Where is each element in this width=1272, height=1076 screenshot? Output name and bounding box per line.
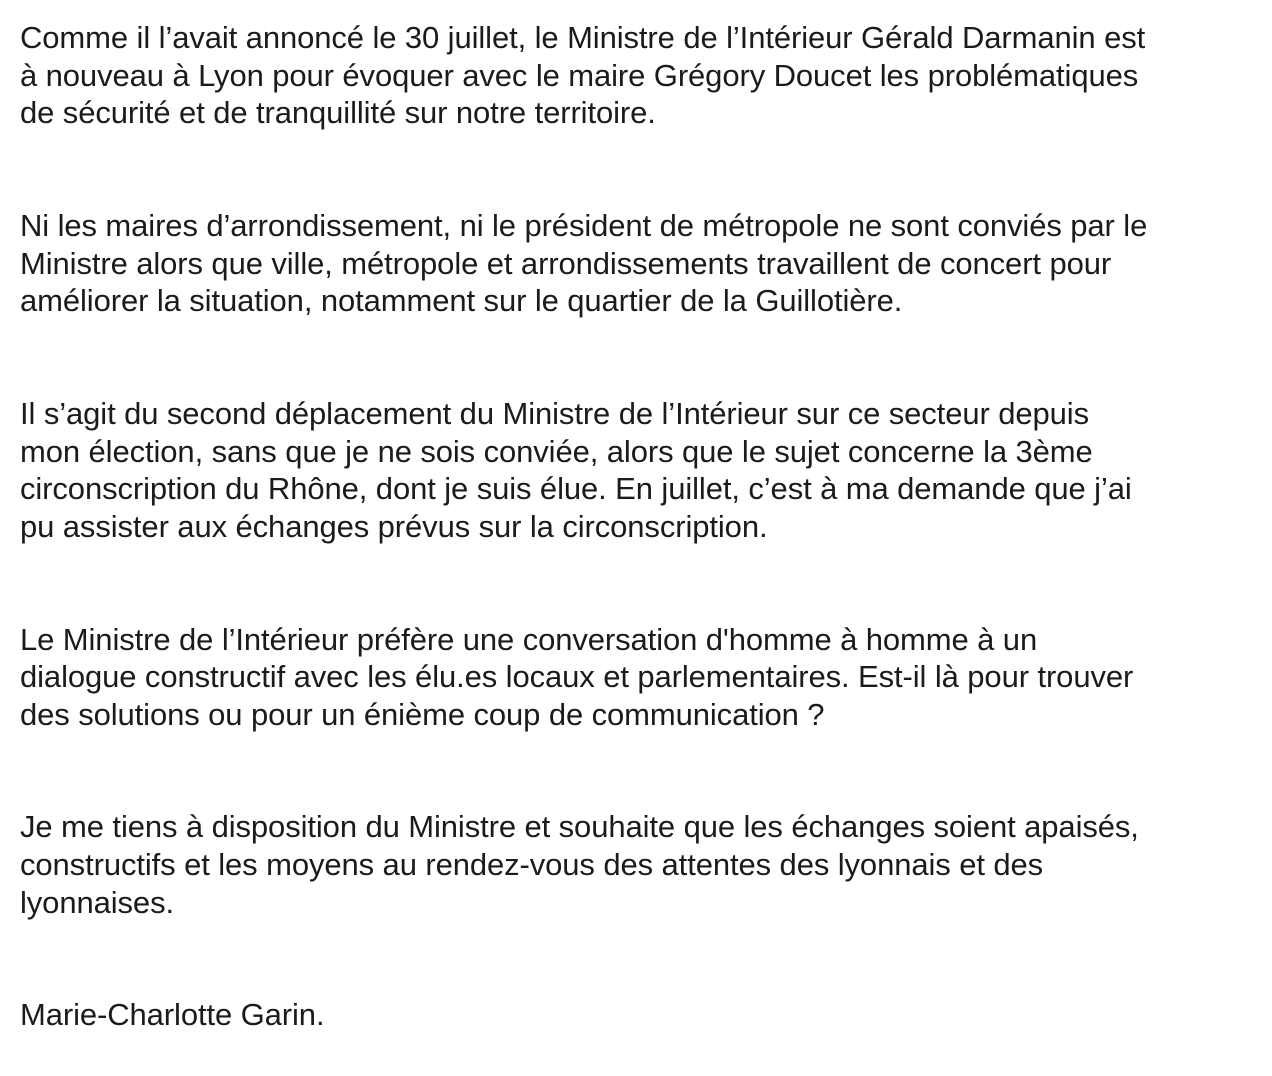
paragraph-availability: Je me tiens à disposition du Ministre et souhaite que les échanges soient apaisés, constructifs et les moyens au rendez-vous des attentes des lyonnais et des lyonnaises. — [20, 809, 1139, 920]
paragraph-question: Le Ministre de l’Intérieur préfère une conversation d'homme à homme à un dialogue constructif avec les élu.es locaux et parlementaires. Est-il là pour trouver des solutions ou pour un énième coup de communication ? — [20, 621, 1134, 732]
paragraph-announcement: Comme il l’avait annoncé le 30 juillet, le Ministre de l’Intérieur Gérald Darmanin est à nouveau à Lyon pour évoquer avec le maire Grégory Doucet les problématiques de sécurité et de tranquillité sur notre territoire. — [20, 20, 1146, 131]
paragraph-not-invited: Ni les maires d’arrondissement, ni le président de métropole ne sont conviés par le Ministre alors que ville, métropole et arrondissements travaillent de concert pour améliorer la situation, notamment sur le quartier de la Guillotière. — [20, 207, 1148, 319]
paragraph-second-visit: Il s’agit du second déplacement du Ministre de l’Intérieur sur ce secteur depuis mon élection, sans que je ne sois conviée, alors que le sujet concerne la 3ème circonscription du Rhône, dont je suis élue. En juillet, c’est à ma demande que j’ai pu assister aux échanges prévus sur la circonscription. — [20, 395, 1132, 544]
signature: Marie-Charlotte Garin. — [20, 997, 325, 1033]
statement-document — [20, 19, 1255, 1034]
